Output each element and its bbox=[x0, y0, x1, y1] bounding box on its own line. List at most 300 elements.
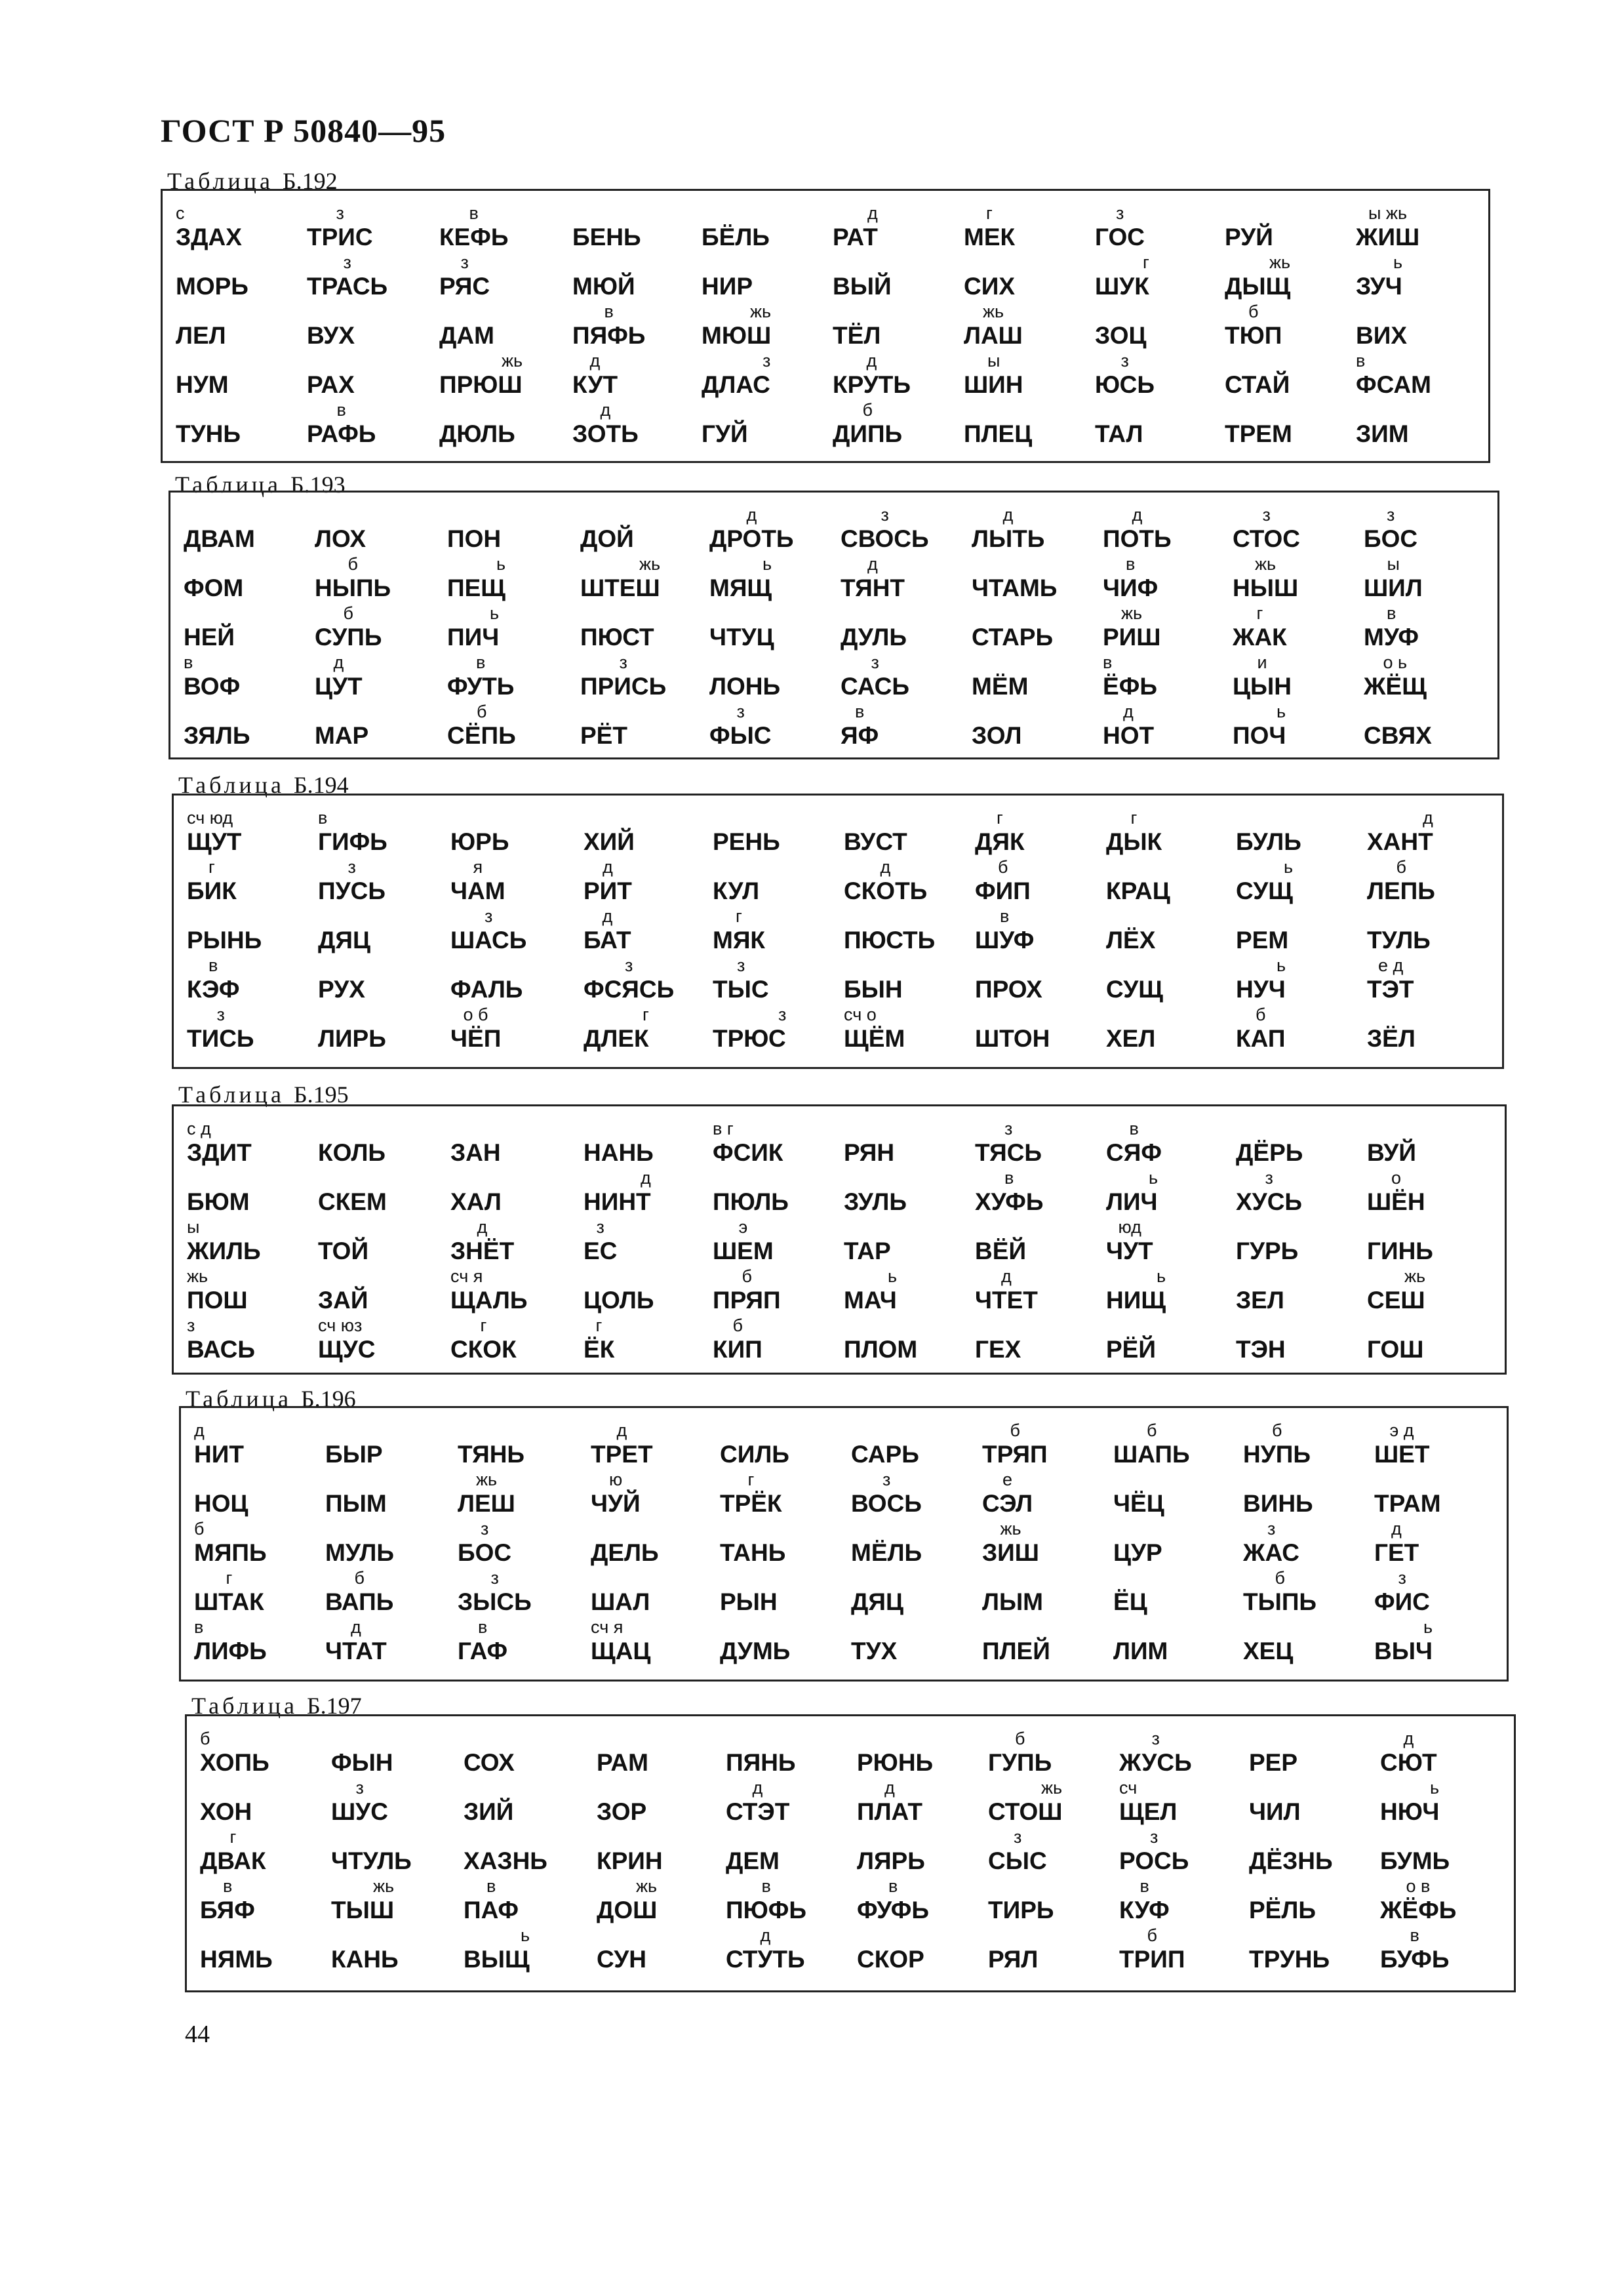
word-text: ТРЕМ bbox=[1225, 420, 1292, 447]
word-cell bbox=[458, 1606, 589, 1665]
word-text: ЗДИТ bbox=[187, 1139, 252, 1166]
table-label-prefix: Таблица bbox=[178, 1081, 285, 1108]
word-cell bbox=[1225, 389, 1356, 448]
word-annotation: д bbox=[1423, 808, 1433, 828]
word-annotation: ь bbox=[888, 1266, 898, 1286]
word-text: ЗНЁТ bbox=[450, 1238, 515, 1264]
word-text: СЁПЬ bbox=[447, 722, 516, 749]
word-annotation: з bbox=[1150, 1827, 1159, 1847]
word-annotation: жь bbox=[1041, 1778, 1063, 1798]
word-text: НАНЬ bbox=[584, 1139, 654, 1166]
word-annotation: в bbox=[478, 1617, 488, 1637]
word-text: ПЛАТ bbox=[857, 1798, 923, 1825]
word-text: ГЕТ bbox=[1374, 1539, 1419, 1566]
word-text: КРУТЬ bbox=[833, 371, 911, 398]
table-label-prefix: Таблица bbox=[186, 1386, 292, 1412]
word-annotation: сч о bbox=[844, 1005, 877, 1024]
word-cell bbox=[1364, 691, 1495, 750]
word-text: НИР bbox=[702, 273, 753, 300]
word-text: ЖАК bbox=[1233, 624, 1287, 651]
word-annotation: жь bbox=[1000, 1519, 1021, 1539]
word-annotation: в bbox=[1103, 653, 1113, 672]
word-annotation: сч юз bbox=[318, 1316, 363, 1335]
word-text: ТЯСЬ bbox=[975, 1139, 1042, 1166]
word-text: НЯМЬ bbox=[200, 1946, 273, 1973]
word-text: ТИСЬ bbox=[187, 1025, 254, 1052]
word-text: СТУТЬ bbox=[726, 1946, 805, 1973]
word-text: СОХ bbox=[464, 1749, 515, 1776]
word-annotation: сч я bbox=[591, 1617, 624, 1637]
word-annotation: з bbox=[336, 203, 344, 223]
word-text: ТЭН bbox=[1236, 1336, 1286, 1363]
word-annotation: з bbox=[1262, 505, 1271, 525]
word-text: РАТ bbox=[833, 224, 878, 251]
word-text: ЖАС bbox=[1243, 1539, 1299, 1566]
word-text: РУЙ bbox=[1225, 224, 1273, 251]
word-text: РАМ bbox=[597, 1749, 648, 1776]
word-text: ТРАСЬ bbox=[307, 273, 388, 300]
word-annotation: ы жь bbox=[1368, 203, 1408, 223]
word-text: СЯФ bbox=[1106, 1139, 1162, 1166]
word-cell bbox=[713, 1304, 844, 1363]
word-annotation: жь bbox=[476, 1470, 498, 1489]
word-text: ЗАН bbox=[450, 1139, 501, 1166]
word-text: ТЮП bbox=[1225, 322, 1282, 349]
word-text: ДЫЩ bbox=[1225, 273, 1291, 300]
word-text: ГИФЬ bbox=[318, 828, 387, 855]
word-text: ЧУТ bbox=[1106, 1238, 1153, 1264]
word-cell bbox=[851, 1606, 982, 1665]
word-cell bbox=[975, 1304, 1106, 1363]
word-annotation: д bbox=[616, 1420, 627, 1440]
word-text: ШАПЬ bbox=[1113, 1441, 1190, 1468]
word-text: ЛЫТЬ bbox=[972, 525, 1045, 552]
word-text: СВЯХ bbox=[1364, 722, 1432, 749]
word-text: ШУК bbox=[1095, 273, 1149, 300]
word-text: БУМЬ bbox=[1380, 1847, 1450, 1874]
word-annotation: г bbox=[986, 203, 993, 223]
word-annotation: з bbox=[1004, 1119, 1013, 1138]
word-annotation: в bbox=[1410, 1925, 1419, 1945]
word-annotation: в bbox=[1000, 906, 1010, 926]
word-text: МЁЛЬ bbox=[851, 1539, 922, 1566]
word-text: ЗЯЛЬ bbox=[184, 722, 250, 749]
table-label-prefix: Таблица bbox=[167, 168, 273, 194]
word-cell bbox=[844, 1304, 975, 1363]
word-annotation: б bbox=[732, 1316, 743, 1335]
word-text: ЧАМ bbox=[450, 877, 505, 904]
word-text: ТРИС bbox=[307, 224, 373, 251]
word-text: КАП bbox=[1236, 1025, 1286, 1052]
word-text: ЖИЛЬ bbox=[187, 1238, 261, 1264]
word-cell bbox=[988, 1914, 1119, 1973]
word-annotation: ь bbox=[490, 603, 500, 623]
word-table bbox=[161, 189, 1490, 463]
word-text: ПОЧ bbox=[1233, 722, 1286, 749]
word-text: ЗОЛ bbox=[972, 722, 1022, 749]
word-text: НИТ bbox=[194, 1441, 244, 1468]
word-text: ЛИМ bbox=[1113, 1638, 1168, 1664]
word-text: НУМ bbox=[176, 371, 229, 398]
word-text: СТАРЬ bbox=[972, 624, 1054, 651]
word-annotation: в bbox=[1004, 1168, 1014, 1188]
word-text: НОТ bbox=[1103, 722, 1155, 749]
word-text: ШТОН bbox=[975, 1025, 1050, 1052]
word-cell bbox=[591, 1606, 722, 1665]
word-annotation: б bbox=[347, 554, 358, 574]
word-text: РЫН bbox=[720, 1588, 778, 1615]
word-text: ДУЛЬ bbox=[841, 624, 907, 651]
word-annotation: э д bbox=[1389, 1420, 1414, 1440]
word-annotation: б bbox=[742, 1266, 752, 1286]
word-text: ФСАМ bbox=[1356, 371, 1431, 398]
word-annotation: з bbox=[460, 252, 469, 272]
word-annotation: б bbox=[200, 1729, 210, 1748]
word-text: ЛЁХ bbox=[1106, 927, 1156, 954]
word-text: МЯПЬ bbox=[194, 1539, 267, 1566]
word-text: РЁЙ bbox=[1106, 1336, 1157, 1363]
word-text: МЁМ bbox=[972, 673, 1029, 700]
word-annotation: д bbox=[602, 906, 613, 926]
word-text: ДЯК bbox=[975, 828, 1025, 855]
word-text: ТАЛ bbox=[1095, 420, 1143, 447]
word-annotation: в bbox=[223, 1876, 233, 1896]
document-header: ГОСТ Р 50840—95 bbox=[161, 112, 446, 149]
word-annotation: з bbox=[762, 351, 771, 371]
word-annotation: я bbox=[473, 857, 483, 877]
word-text: ДЯЦ bbox=[851, 1588, 903, 1615]
word-annotation: жь bbox=[1255, 554, 1277, 574]
word-text: СКОК bbox=[450, 1336, 517, 1363]
word-text: ШЕМ bbox=[713, 1238, 774, 1264]
word-text: СКЕМ bbox=[318, 1188, 387, 1215]
word-text: ДИПЬ bbox=[833, 420, 903, 447]
word-annotation: г bbox=[747, 1470, 755, 1489]
word-text: ДЛАС bbox=[702, 371, 770, 398]
word-text: ДОЙ bbox=[580, 525, 634, 552]
word-text: ЧТАМЬ bbox=[972, 574, 1058, 601]
word-text: ТРЕТ bbox=[591, 1441, 653, 1468]
word-annotation: ь bbox=[496, 554, 506, 574]
word-text: ЛЕПЬ bbox=[1367, 877, 1435, 904]
word-annotation: жь bbox=[502, 351, 523, 371]
table-number: Б.195 bbox=[293, 1081, 349, 1108]
word-text: ТИРЬ bbox=[988, 1897, 1054, 1923]
word-cell bbox=[833, 389, 964, 448]
word-annotation: юд bbox=[1118, 1217, 1141, 1237]
word-annotation: жь bbox=[1121, 603, 1143, 623]
word-cell bbox=[964, 389, 1095, 448]
word-annotation: в bbox=[194, 1617, 204, 1637]
word-annotation: в bbox=[761, 1876, 771, 1896]
word-text: ПЮЛЬ bbox=[713, 1188, 789, 1215]
table-label-prefix: Таблица bbox=[178, 772, 285, 798]
word-text: ЗИЙ bbox=[464, 1798, 514, 1825]
word-text: СЕШ bbox=[1367, 1287, 1425, 1314]
word-cell bbox=[307, 389, 438, 448]
word-text: СЫС bbox=[988, 1847, 1047, 1874]
word-text: ШТАК bbox=[194, 1588, 264, 1615]
word-annotation: д bbox=[1391, 1519, 1402, 1539]
word-annotation: з bbox=[881, 505, 889, 525]
word-annotation: ь bbox=[1277, 956, 1286, 975]
word-text: БУЛЬ bbox=[1236, 828, 1301, 855]
word-annotation: з bbox=[619, 653, 627, 672]
word-text: ЯФ bbox=[841, 722, 879, 749]
word-text: ЛЕШ bbox=[458, 1490, 515, 1517]
word-annotation: б bbox=[477, 702, 487, 721]
word-text: ВУСТ bbox=[844, 828, 907, 855]
word-cell bbox=[331, 1914, 462, 1973]
word-table bbox=[179, 1406, 1509, 1682]
word-annotation: б bbox=[1256, 1005, 1266, 1024]
word-text: ЗЁЛ bbox=[1367, 1025, 1416, 1052]
word-cell bbox=[187, 994, 318, 1053]
word-annotation: з bbox=[1014, 1827, 1022, 1847]
word-annotation: жь bbox=[1269, 252, 1291, 272]
word-text: ВЫЩ bbox=[464, 1946, 530, 1973]
word-annotation: з bbox=[355, 1778, 364, 1798]
word-text: САСЬ bbox=[841, 673, 909, 700]
word-cell bbox=[982, 1606, 1113, 1665]
word-annotation: ы bbox=[1387, 554, 1400, 574]
word-cell bbox=[726, 1914, 857, 1973]
word-text: ТРУНЬ bbox=[1249, 1946, 1330, 1973]
word-annotation: г bbox=[226, 1568, 233, 1588]
word-text: ЗИМ bbox=[1356, 420, 1409, 447]
word-text: ЩАЛЬ bbox=[450, 1287, 528, 1314]
word-text: ПОШ bbox=[187, 1287, 248, 1314]
word-text: МОРЬ bbox=[176, 273, 248, 300]
word-text: ПУСЬ bbox=[318, 877, 386, 904]
word-text: РЕР bbox=[1249, 1749, 1298, 1776]
word-text: ПЮФЬ bbox=[726, 1897, 806, 1923]
word-text: ПЛОМ bbox=[844, 1336, 918, 1363]
word-text: ВЫЧ bbox=[1374, 1638, 1433, 1664]
word-text: ХУФЬ bbox=[975, 1188, 1044, 1215]
word-text: ЮРЬ bbox=[450, 828, 509, 855]
word-text: НУПЬ bbox=[1243, 1441, 1311, 1468]
word-annotation: в bbox=[1129, 1119, 1139, 1138]
word-annotation: в bbox=[476, 653, 486, 672]
word-text: ЁЦ bbox=[1113, 1588, 1147, 1615]
word-text: ЛИЧ bbox=[1106, 1188, 1158, 1215]
word-cell bbox=[1367, 1304, 1498, 1363]
word-cell bbox=[450, 1304, 582, 1363]
word-text: ВАСЬ bbox=[187, 1336, 255, 1363]
word-annotation: з bbox=[1267, 1519, 1276, 1539]
word-text: ЗЕЛ bbox=[1236, 1287, 1284, 1314]
word-annotation: э bbox=[738, 1217, 748, 1237]
word-text: ТРАМ bbox=[1374, 1490, 1441, 1517]
word-annotation: жь bbox=[750, 302, 772, 321]
word-annotation: б bbox=[862, 400, 873, 420]
word-annotation: б bbox=[1147, 1925, 1157, 1945]
word-text: РЕМ bbox=[1236, 927, 1289, 954]
word-annotation: з bbox=[625, 956, 633, 975]
word-text: ПЯНЬ bbox=[726, 1749, 796, 1776]
word-text: СКОТЬ bbox=[844, 877, 928, 904]
word-text: РАХ bbox=[307, 371, 355, 398]
word-text: ЧТУЦ bbox=[709, 624, 774, 651]
word-text: РАФЬ bbox=[307, 420, 376, 447]
word-text: ЗОТЬ bbox=[572, 420, 639, 447]
word-text: СЭЛ bbox=[982, 1490, 1033, 1517]
word-text: ПАФ bbox=[464, 1897, 519, 1923]
word-text: ЛАШ bbox=[964, 322, 1023, 349]
word-cell bbox=[187, 1304, 318, 1363]
word-text: ПРЮШ bbox=[439, 371, 523, 398]
word-annotation: з bbox=[778, 1005, 787, 1024]
word-annotation: в bbox=[855, 702, 865, 721]
word-text: ЖЁЩ bbox=[1364, 673, 1427, 700]
word-annotation: в г bbox=[713, 1119, 734, 1138]
word-text: ТРИП bbox=[1119, 1946, 1185, 1973]
word-text: ФУТЬ bbox=[447, 673, 515, 700]
word-cell bbox=[702, 389, 833, 448]
word-text: ШИН bbox=[964, 371, 1023, 398]
word-text: ПЮСТЬ bbox=[844, 927, 936, 954]
word-cell bbox=[1113, 1606, 1244, 1665]
word-cell bbox=[1236, 994, 1367, 1053]
word-table bbox=[172, 1104, 1507, 1375]
word-text: СУЩ bbox=[1236, 877, 1293, 904]
word-annotation: д bbox=[867, 554, 878, 574]
word-text: ШТЕШ bbox=[580, 574, 660, 601]
word-text: ЗУЛЬ bbox=[844, 1188, 907, 1215]
word-text: КЭФ bbox=[187, 976, 240, 1003]
word-text: ЧИФ bbox=[1103, 574, 1159, 601]
word-text: ХЕЦ bbox=[1243, 1638, 1294, 1664]
word-text: ТЫШ bbox=[331, 1897, 395, 1923]
word-annotation: о bbox=[1391, 1168, 1402, 1188]
word-annotation: г bbox=[1256, 603, 1263, 623]
word-annotation: б bbox=[343, 603, 353, 623]
word-text: ЧЁЦ bbox=[1113, 1490, 1164, 1517]
word-text: РЁЛЬ bbox=[1249, 1897, 1316, 1923]
word-annotation: ь bbox=[1157, 1266, 1166, 1286]
word-annotation: з bbox=[485, 906, 493, 926]
word-text: РЮНЬ bbox=[857, 1749, 934, 1776]
word-annotation: сч юд bbox=[187, 808, 233, 828]
word-text: РЯН bbox=[844, 1139, 895, 1166]
word-text: ЗЫСЬ bbox=[458, 1588, 532, 1615]
word-text: НЮЧ bbox=[1380, 1798, 1440, 1825]
word-cell bbox=[1367, 994, 1498, 1053]
word-annotation: ь bbox=[1284, 857, 1294, 877]
word-text: ФСИК bbox=[713, 1139, 783, 1166]
word-text: РУХ bbox=[318, 976, 365, 1003]
word-text: МУЛЬ bbox=[325, 1539, 394, 1566]
table-label-prefix: Таблица bbox=[191, 1693, 298, 1719]
word-text: ЦУР bbox=[1113, 1539, 1162, 1566]
word-cell bbox=[1106, 994, 1237, 1053]
word-cell bbox=[580, 691, 711, 750]
word-annotation: д bbox=[1002, 505, 1014, 525]
word-text: ЗУЧ bbox=[1356, 273, 1402, 300]
word-annotation: б bbox=[1396, 857, 1406, 877]
word-annotation: д bbox=[589, 351, 601, 371]
word-annotation: е bbox=[1002, 1470, 1013, 1489]
word-text: ЧТЕТ bbox=[975, 1287, 1038, 1314]
word-cell bbox=[975, 994, 1106, 1053]
word-text: ПЫМ bbox=[325, 1490, 387, 1517]
word-text: ХОН bbox=[200, 1798, 252, 1825]
word-annotation: з bbox=[871, 653, 879, 672]
word-text: СУПЬ bbox=[315, 624, 382, 651]
word-text: ХАНТ bbox=[1367, 828, 1433, 855]
word-annotation: в bbox=[1126, 554, 1136, 574]
word-annotation: г bbox=[1143, 252, 1149, 272]
word-annotation: г bbox=[736, 906, 742, 926]
word-annotation: г bbox=[480, 1316, 487, 1335]
word-text: ТОЙ bbox=[318, 1238, 369, 1264]
word-cell bbox=[572, 389, 703, 448]
word-annotation: г bbox=[643, 1005, 649, 1024]
word-text: СИЛЬ bbox=[720, 1441, 789, 1468]
word-text: ЗОР bbox=[597, 1798, 647, 1825]
word-text: ВАПЬ bbox=[325, 1588, 394, 1615]
word-text: КРИН bbox=[597, 1847, 663, 1874]
word-annotation: б bbox=[1010, 1420, 1020, 1440]
word-text: ЛОНЬ bbox=[709, 673, 781, 700]
word-text: ДЕМ bbox=[726, 1847, 780, 1874]
word-text: ШУФ bbox=[975, 927, 1035, 954]
word-text: МУФ bbox=[1364, 624, 1419, 651]
word-text: ШАЛ bbox=[591, 1588, 650, 1615]
word-annotation: в bbox=[318, 808, 328, 828]
word-text: ТРЯП bbox=[982, 1441, 1048, 1468]
table-number: Б.194 bbox=[293, 772, 349, 798]
word-text: ЮСЬ bbox=[1095, 371, 1155, 398]
word-text: ШИЛ bbox=[1364, 574, 1423, 601]
word-text: ЗОЦ bbox=[1095, 322, 1147, 349]
word-text: ЛОХ bbox=[315, 525, 366, 552]
word-text: ШЁН bbox=[1367, 1188, 1425, 1215]
word-text: ФУФЬ bbox=[857, 1897, 929, 1923]
word-text: СУЩ bbox=[1106, 976, 1163, 1003]
word-annotation: з bbox=[1398, 1568, 1406, 1588]
word-text: КУТ bbox=[572, 371, 618, 398]
word-annotation: з bbox=[1265, 1168, 1273, 1188]
word-text: ТЫС bbox=[713, 976, 769, 1003]
word-annotation: в bbox=[486, 1876, 496, 1896]
word-text: ХОПЬ bbox=[200, 1749, 269, 1776]
word-text: ДУМЬ bbox=[720, 1638, 791, 1664]
word-text: СКОР bbox=[857, 1946, 924, 1973]
word-cell bbox=[1374, 1606, 1505, 1665]
word-cell bbox=[194, 1606, 325, 1665]
word-text: МЯЩ bbox=[709, 574, 772, 601]
word-annotation: о б bbox=[463, 1005, 488, 1024]
word-text: ДАМ bbox=[439, 322, 494, 349]
word-text: БЫР bbox=[325, 1441, 383, 1468]
word-text: ФОМ bbox=[184, 574, 244, 601]
word-cell bbox=[1380, 1914, 1511, 1973]
word-text: ПРЯП bbox=[713, 1287, 781, 1314]
word-annotation: жь bbox=[1404, 1266, 1426, 1286]
word-text: ШАСЬ bbox=[450, 927, 527, 954]
word-text: ГОС bbox=[1095, 224, 1145, 251]
word-text: РОСЬ bbox=[1119, 1847, 1189, 1874]
word-annotation: с bbox=[176, 203, 185, 223]
word-text: БОС bbox=[458, 1539, 512, 1566]
word-text: БЫН bbox=[844, 976, 903, 1003]
word-annotation: д bbox=[1123, 702, 1134, 721]
word-text: ВИХ bbox=[1356, 322, 1407, 349]
word-annotation: д bbox=[194, 1420, 205, 1440]
word-text: ЛИФЬ bbox=[194, 1638, 267, 1664]
